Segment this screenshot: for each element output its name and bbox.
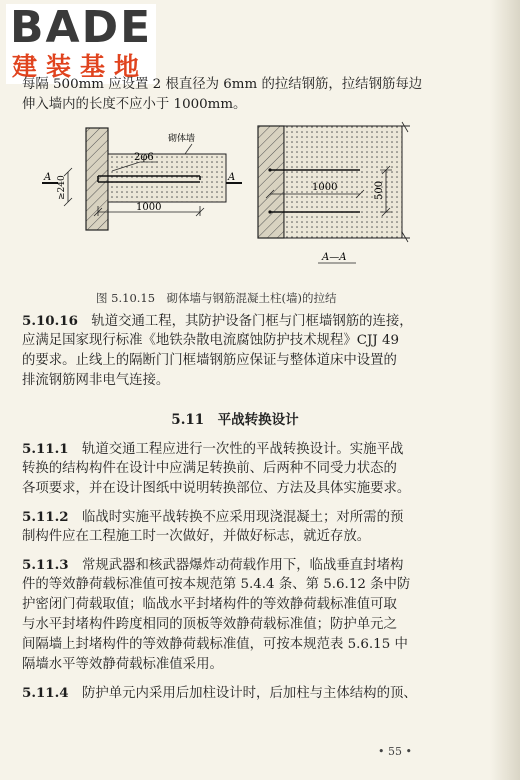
page-number: • 55 • xyxy=(378,745,412,758)
dim-1000-right: 1000 xyxy=(312,182,338,193)
logo-latin: BADE xyxy=(10,2,153,53)
paragraph-line: 5.11.2 临战时实施平战转换不应采用现浇混凝土；对所需的预 xyxy=(22,509,404,525)
paragraph-line: 应满足国家现行标准《地铁杂散电流腐蚀防护技术规程》CJJ 49 xyxy=(22,333,400,348)
clause-number: 5.11.2 xyxy=(22,509,69,525)
clause-number: 5.11.3 xyxy=(22,557,69,573)
text-line: 伸入墙内的长度不应小于 1000mm。 xyxy=(22,97,247,112)
masonry-wall xyxy=(108,154,226,202)
wall-label: 砌体墙 xyxy=(168,134,196,144)
clause-number: 5.11.4 xyxy=(22,685,69,701)
paragraph-line: 件的等效静荷载标准值可按本规范第 5.4.4 条、第 5.6.12 条中防 xyxy=(22,577,411,592)
paragraph-line: 5.11.1 轨道交通工程应进行一次性的平战转换设计。实施平战 xyxy=(22,441,404,457)
paragraph-line: 与水平封堵构件跨度相同的顶板等效静荷载标准值；防护单元之 xyxy=(22,617,397,632)
concrete-column-section xyxy=(258,126,284,238)
logo-chinese: 建装基地 xyxy=(12,52,149,81)
clause-number: 5.11.1 xyxy=(22,441,69,457)
figure-diagram xyxy=(0,0,520,300)
section-mark-right: A xyxy=(228,172,236,183)
paragraph-line: 制构件应在工程施工时一次做好，并做好标志，就近存放。 xyxy=(22,529,371,544)
clause-number: 5.10.16 xyxy=(22,313,78,329)
paragraph-line: 间隔墙上封堵构件的等效静荷载标准值，可按本规范表 5.6.15 中 xyxy=(22,637,408,652)
paragraph-line: 5.10.16 轨道交通工程，其防护设备门框与门框墙钢筋的连接， xyxy=(22,313,413,329)
paragraph-line: 的要求。止线上的隔断门门框墙钢筋应保证与整体道床中设置的 xyxy=(22,353,397,368)
paragraph-line: 各项要求，并在设计图纸中说明转换部位、方法及具体实施要求。 xyxy=(22,481,411,496)
section-mark-left: A xyxy=(44,172,52,183)
dim-240: ≥240 xyxy=(57,175,67,200)
paragraph-line: 5.11.4 防护单元内采用后加柱设计时，后加柱与主体结构的顶、 xyxy=(22,685,417,701)
paragraph-line: 转换的结构构件在设计中应满足转换前、后两种不同受力状态的 xyxy=(22,461,397,476)
concrete-column xyxy=(86,128,108,230)
rebar-label: 2φ6 xyxy=(134,152,154,163)
paragraph-line: 护密闭门荷载取值；临战水平封堵构件的等效静荷载标准值可取 xyxy=(22,597,397,612)
text-line: 每隔 500mm 应设置 2 根直径为 6mm 的拉结钢筋，拉结钢筋每边 xyxy=(22,77,423,92)
plan-view xyxy=(42,128,242,230)
section-view xyxy=(258,122,410,263)
figure-caption: 图 5.10.15 砌体墙与钢筋混凝土柱(墙)的拉结 xyxy=(96,291,337,305)
dim-1000-left: 1000 xyxy=(136,202,162,213)
section-heading: 5.11 平战转换设计 xyxy=(171,412,299,428)
paragraph-line: 隔墙水平等效静荷载标准值采用。 xyxy=(22,657,223,672)
section-title: A—A xyxy=(322,252,347,263)
dim-500: 500 xyxy=(374,180,385,200)
paragraph-line: 5.11.3 常规武器和核武器爆炸动荷载作用下，临战垂直封堵构 xyxy=(22,557,404,573)
paragraph-line: 排流钢筋网非电气连接。 xyxy=(22,373,170,388)
